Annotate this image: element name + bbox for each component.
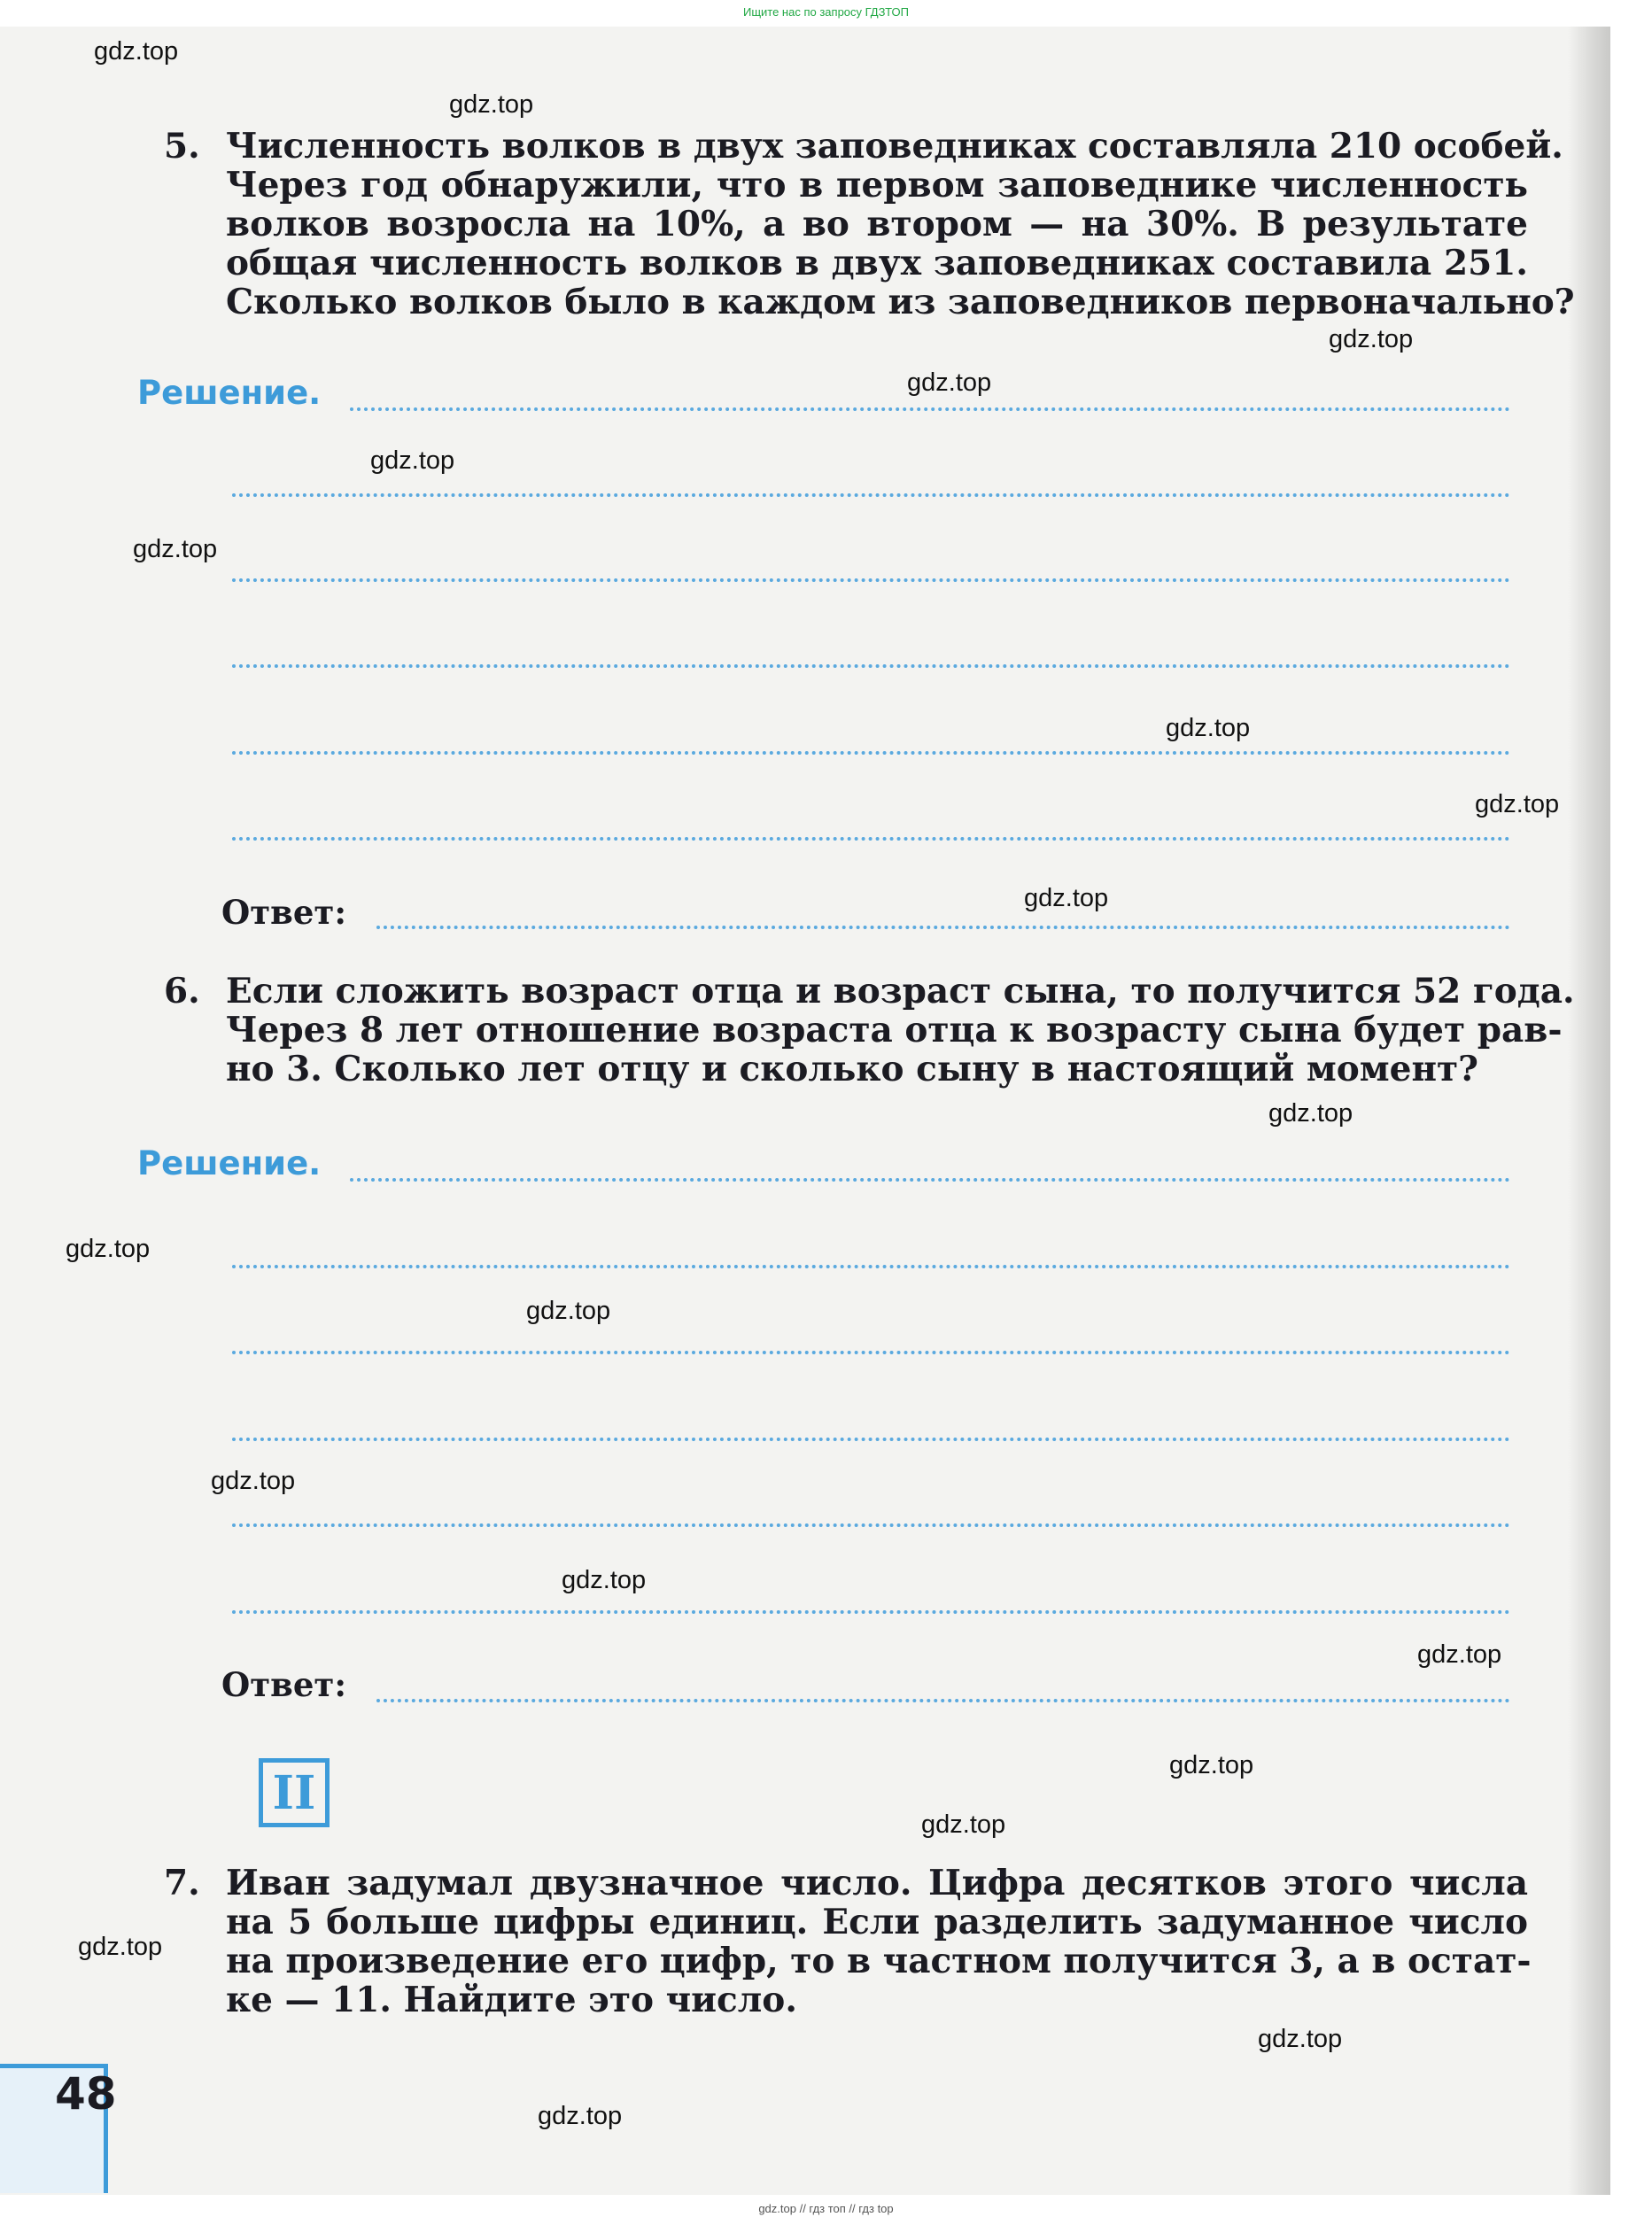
section-roman-badge: II (259, 1758, 330, 1827)
watermark: gdz.top (1329, 325, 1414, 353)
page-number: 48 (55, 2068, 117, 2120)
answer-line[interactable] (376, 926, 1510, 929)
problem-5-line: 5. Численность волков в двух заповедниках составляла 210 особей. (164, 126, 1563, 167)
watermark: gdz.top (133, 535, 218, 563)
answer-line[interactable] (376, 1699, 1510, 1702)
problem-6-solution-label: Решение. (137, 1144, 322, 1182)
watermark: gdz.top (1475, 790, 1560, 818)
bottom-banner[interactable]: gdz.top // гдз топ // гдз top (758, 2202, 894, 2215)
problem-6-answer-label: Ответ: (221, 1665, 346, 1704)
problem-6-line: Через 8 лет отношение возраста отца к возрасту сына будет рав- (226, 1010, 1563, 1050)
problem-5-line: Сколько волков было в каждом из заповедников первоначально? (226, 282, 1575, 322)
solution-line[interactable] (232, 751, 1510, 755)
solution-line[interactable] (232, 1438, 1510, 1441)
watermark: gdz.top (211, 1467, 296, 1495)
problem-7-line: 7. Иван задумал двузначное число. Цифра десятков этого числа (164, 1863, 1528, 1903)
watermark: gdz.top (370, 446, 455, 475)
watermark: gdz.top (562, 1566, 647, 1594)
watermark: gdz.top (66, 1235, 151, 1263)
problem-6-line: но 3. Сколько лет отцу и сколько сыну в настоящий момент? (226, 1049, 1479, 1089)
watermark: gdz.top (1166, 714, 1251, 742)
watermark: gdz.top (1268, 1099, 1353, 1128)
page-edge-shadow (1568, 27, 1610, 2195)
solution-line[interactable] (232, 1610, 1510, 1614)
problem-5-line: волков возросла на 10%, а во втором — на 30%. В результате (226, 204, 1528, 244)
solution-line[interactable] (232, 664, 1510, 668)
watermark: gdz.top (921, 1810, 1006, 1839)
watermark: gdz.top (78, 1933, 163, 1961)
solution-line[interactable] (232, 1351, 1510, 1354)
watermark: gdz.top (1417, 1640, 1502, 1669)
watermark: gdz.top (1258, 2025, 1343, 2053)
watermark: gdz.top (538, 2102, 623, 2130)
problem-7-line: на произведение его цифр, то в частном получится 3, а в остат- (226, 1941, 1532, 1981)
problem-7 (164, 1863, 1532, 2020)
solution-line[interactable] (232, 1523, 1510, 1527)
problem-5-line: Через год обнаружили, что в первом заповеднике численность (226, 165, 1528, 205)
watermark: gdz.top (1169, 1751, 1254, 1779)
problem-5-line: общая численность волков в двух заповедниках составила 251. (226, 243, 1528, 283)
problem-7-number: 7. (164, 1863, 200, 1903)
problem-7-line: ке — 11. Найдите это число. (226, 1980, 797, 2020)
problem-6-number: 6. (164, 971, 200, 1012)
watermark: gdz.top (1024, 884, 1109, 912)
problem-5-solution-label: Решение. (137, 374, 322, 412)
problem-6-line: 6. Если сложить возраст отца и возраст сына, то получится 52 года. (164, 971, 1575, 1012)
solution-line[interactable] (232, 578, 1510, 582)
watermark: gdz.top (449, 90, 534, 119)
problem-5 (164, 126, 1575, 322)
solution-line[interactable] (232, 1265, 1510, 1268)
solution-line[interactable] (350, 407, 1510, 411)
watermark: gdz.top (526, 1297, 611, 1325)
top-banner[interactable]: Ищите нас по запросу ГДЗТОП (742, 5, 909, 19)
problem-5-answer-label: Ответ: (221, 893, 346, 932)
solution-line[interactable] (350, 1178, 1510, 1182)
watermark: gdz.top (94, 37, 179, 66)
solution-line[interactable] (232, 837, 1510, 841)
problem-7-line: на 5 больше цифры единиц. Если разделить задуманное число (226, 1902, 1528, 1942)
solution-line[interactable] (232, 493, 1510, 497)
watermark: gdz.top (907, 368, 992, 397)
problem-5-number: 5. (164, 126, 200, 167)
problem-6 (164, 971, 1575, 1089)
